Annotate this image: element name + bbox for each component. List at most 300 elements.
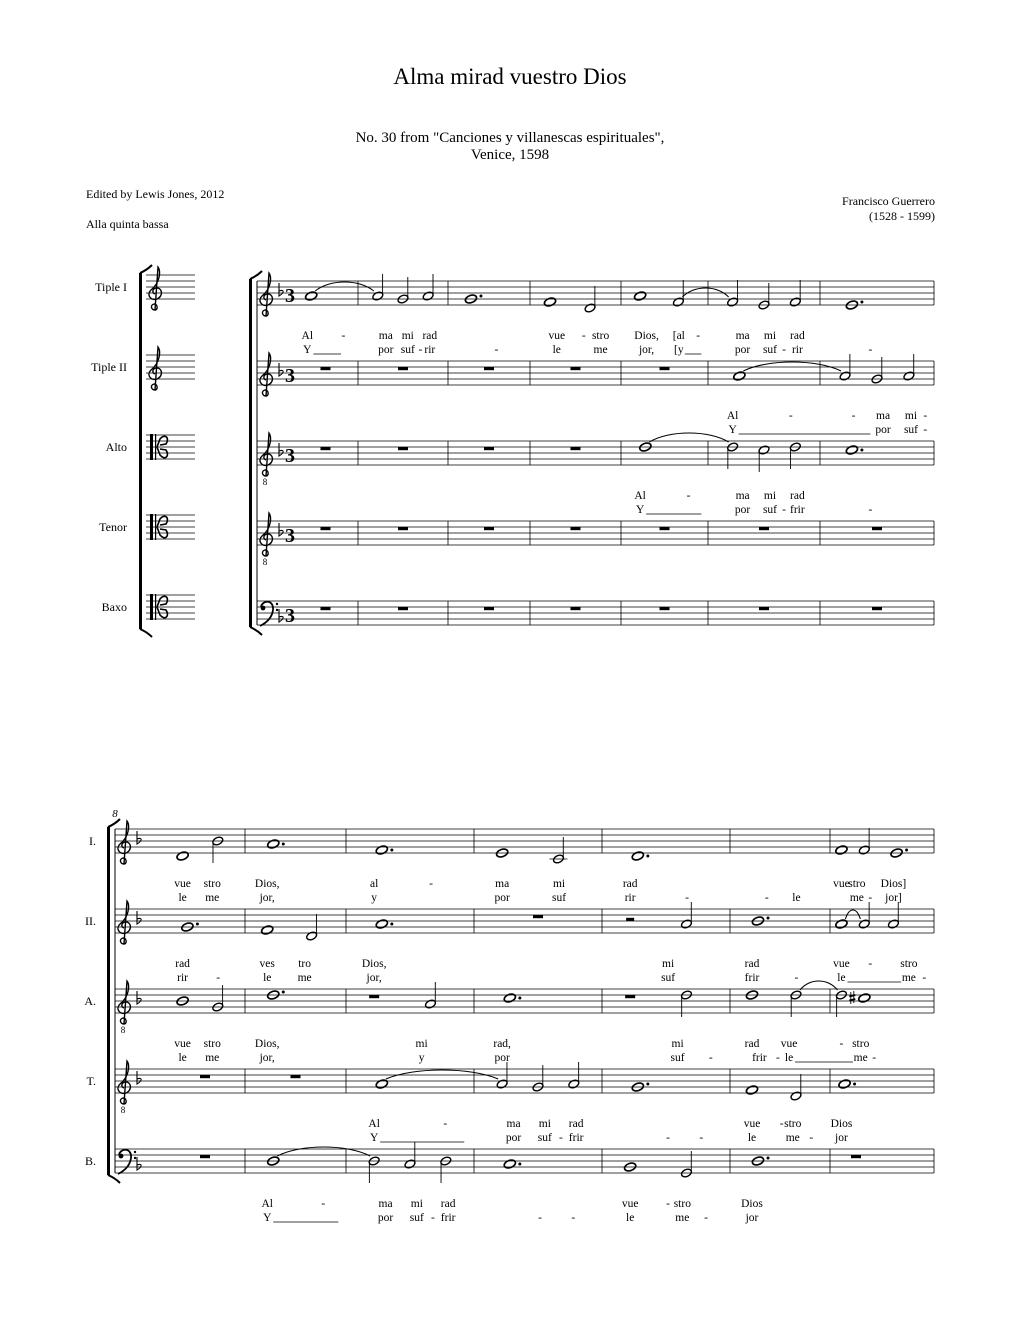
lyric-syllable: jor <box>745 1212 759 1224</box>
note-head-dot <box>905 849 908 852</box>
treble-clef-icon <box>260 353 272 396</box>
lyric-syllable: por <box>377 1212 394 1224</box>
treble-clef-icon <box>118 821 130 864</box>
lyric-syllable: - <box>685 892 689 904</box>
lyric-syllable: ma <box>506 1118 521 1130</box>
note-head <box>726 297 738 308</box>
lyric-syllable: stro <box>852 1038 870 1050</box>
rest-mark <box>571 607 581 610</box>
editor-credit: Edited by Lewis Jones, 2012 <box>86 187 225 201</box>
lyric-syllable: le <box>178 1052 187 1064</box>
time-signature: 3 <box>285 605 295 627</box>
lyric-syllable: vue <box>833 958 850 970</box>
measure-number: 8 <box>112 808 118 820</box>
lyric-syllable: rir <box>177 972 189 984</box>
lyric-syllable: rir <box>424 344 436 356</box>
lyric-syllable: me <box>785 1132 800 1144</box>
lyric-syllable: - <box>429 878 433 890</box>
system-bracket-hook <box>108 819 120 827</box>
lyric-syllable: Dios <box>830 1118 853 1130</box>
lyric-syllable: mi <box>538 1118 551 1130</box>
note-head-dot <box>767 917 770 920</box>
lyric-syllable: - <box>538 1212 543 1224</box>
lyric-syllable: - <box>839 1038 844 1050</box>
lyric-syllable: rad, <box>493 1038 511 1050</box>
bass-clef-shape <box>118 1150 131 1174</box>
lyric-syllable: le <box>747 1132 757 1144</box>
lyric-syllable: por <box>734 504 751 516</box>
octave-eight-mark: 8 <box>120 1025 126 1035</box>
treble-clef-shape <box>260 513 272 556</box>
lyric-syllable: ma <box>378 1198 393 1210</box>
staff-voice-label: T. <box>86 1074 96 1088</box>
lyric-syllable: por <box>378 344 394 356</box>
lyric-syllable: - <box>868 892 873 904</box>
rest-mark <box>851 1155 861 1158</box>
note-head <box>845 445 858 456</box>
bass-clef-dot <box>261 606 266 611</box>
flat-icon <box>279 283 283 296</box>
treble-clef-shape <box>149 347 161 390</box>
note-head <box>404 1159 416 1170</box>
note-head <box>758 445 770 456</box>
flat-icon <box>137 1157 141 1170</box>
lyric-syllable: frir <box>744 972 760 984</box>
note-head-dot <box>390 923 393 926</box>
lyric-syllable: jor] <box>885 892 902 904</box>
lyric-syllable: - <box>321 1198 326 1210</box>
lyric-syllable: - <box>782 504 787 516</box>
bass-clef-icon <box>260 602 278 626</box>
lyric-syllable: y <box>418 1052 425 1064</box>
lyric-syllable: Al <box>634 490 646 502</box>
c-clef-bar <box>155 514 156 540</box>
rest-mark <box>369 995 379 998</box>
note-head <box>858 845 870 856</box>
note-head <box>267 839 280 850</box>
rest-mark <box>625 995 635 998</box>
rest-mark <box>872 607 882 610</box>
incipit-voice-name: Baxo <box>101 600 127 614</box>
note-head <box>375 919 388 930</box>
lyric-syllable: ma <box>735 330 750 342</box>
lyric-syllable: Dios, <box>634 330 659 342</box>
rest-mark <box>321 367 331 370</box>
treble-clef-icon <box>260 273 272 316</box>
lyric-syllable: rad <box>175 958 190 970</box>
rest-mark <box>484 367 494 370</box>
lyric-syllable: le <box>837 972 846 984</box>
lyric-syllable: Y <box>635 504 645 516</box>
note-head-dot <box>282 843 285 846</box>
lyric-syllable: Dios <box>741 1198 763 1210</box>
incipit-bracket-hook <box>140 629 152 637</box>
note-head <box>375 1079 388 1090</box>
system-bracket-hook <box>250 271 262 279</box>
lyric-syllable: por <box>875 424 891 436</box>
treble-clef-shape <box>118 981 130 1024</box>
flat-icon <box>137 911 141 924</box>
octave-eight-mark: 8 <box>262 477 268 487</box>
note-head-dot <box>518 997 521 1000</box>
lyric-syllable: mi <box>763 330 777 342</box>
system-bracket-hook <box>108 1175 120 1183</box>
lyric-syllable: rir <box>624 892 636 904</box>
flat-icon <box>279 523 283 536</box>
lyric-syllable: tro <box>298 958 312 970</box>
note-head <box>422 291 434 302</box>
lyric-syllable: - <box>571 1212 576 1224</box>
treble-clef-shape <box>118 901 130 944</box>
lyric-syllable: - <box>872 1052 877 1064</box>
lyric-syllable: - <box>782 344 787 356</box>
note-head-dot <box>646 855 649 858</box>
system-bracket <box>107 827 110 1175</box>
lyric-syllable: Y <box>370 1132 379 1144</box>
treble-clef-icon <box>149 347 161 390</box>
lyric-syllable: por <box>494 1052 510 1064</box>
rest-mark <box>660 607 670 610</box>
lyric-syllable: - <box>581 330 586 342</box>
lyric-syllable: - <box>788 410 793 422</box>
note-head <box>680 919 692 930</box>
lyric-syllable: le <box>792 892 801 904</box>
bass-clef-shape <box>260 602 273 626</box>
treble-clef-shape <box>260 353 272 396</box>
lyric-syllable: - <box>794 972 799 984</box>
time-signature: 3 <box>285 525 295 547</box>
lyric-syllable: rir <box>791 344 803 356</box>
lyric-syllable: le <box>626 1212 635 1224</box>
tie-arc <box>845 910 860 919</box>
note-head-dot <box>860 449 863 452</box>
rest-mark <box>200 1155 210 1158</box>
tie-arc <box>743 362 841 371</box>
lyric-syllable: me <box>297 972 312 984</box>
lyric-syllable: frir <box>568 1132 584 1144</box>
lyric-syllable: me <box>901 972 916 984</box>
treble-clef-icon <box>118 901 130 944</box>
note-head-dot <box>767 1157 770 1160</box>
note-head <box>424 999 436 1010</box>
lyric-syllable: suf <box>670 1052 685 1064</box>
c-clef-bar <box>155 594 156 620</box>
lyric-syllable: rad <box>440 1198 456 1210</box>
octave-eight-mark: 8 <box>120 1105 126 1115</box>
flat-icon <box>137 831 141 844</box>
staff-voice-label: I. <box>89 834 96 848</box>
lyric-syllable: frir <box>440 1212 456 1224</box>
score-title: Alma mirad vuestro Dios <box>393 64 627 89</box>
treble-clef-shape <box>149 267 161 310</box>
lyric-syllable: me <box>205 1052 220 1064</box>
lyric-syllable: [y <box>674 344 684 356</box>
lyric-syllable: frir <box>790 504 805 516</box>
lyric-syllable: mi <box>401 330 414 342</box>
lyric-syllable: mi <box>671 1038 684 1050</box>
lyric-syllable: Dios] <box>880 878 907 890</box>
lyric-syllable: - <box>923 424 928 436</box>
composer-dates: (1528 - 1599) <box>869 209 935 223</box>
note-head-dot <box>518 1163 521 1166</box>
lyric-syllable: me <box>853 1052 868 1064</box>
lyric-syllable: Dios, <box>254 1038 280 1050</box>
lyric-syllable: vue <box>174 878 191 890</box>
note-head-dot <box>196 923 199 926</box>
flat-icon <box>279 609 283 622</box>
lyric-syllable: me <box>593 344 608 356</box>
lyric-syllable: Y <box>728 424 737 436</box>
note-head <box>858 993 871 1004</box>
lyric-syllable: jor, <box>259 892 275 904</box>
bass-clef-dot <box>134 1157 136 1159</box>
flat-icon <box>137 1071 141 1084</box>
lyric-syllable: vue <box>833 878 850 890</box>
lyric-syllable: Dios, <box>361 958 387 970</box>
note-head <box>903 371 915 382</box>
note-head <box>839 371 851 382</box>
lyric-syllable: suf <box>762 344 778 356</box>
lyric-syllable: vue <box>743 1118 761 1130</box>
lyric-syllable: [al <box>672 330 685 342</box>
note-head <box>372 291 384 302</box>
lyric-syllable: frir <box>752 1052 767 1064</box>
rest-mark <box>398 447 408 450</box>
system-bracket <box>249 279 252 627</box>
note-head <box>305 291 318 302</box>
rest-mark <box>660 527 670 530</box>
note-head <box>835 919 848 930</box>
note-head <box>503 993 516 1004</box>
rest-mark <box>398 527 408 530</box>
note-head-dot <box>853 1083 856 1086</box>
lyric-syllable: suf <box>661 972 676 984</box>
lyric-syllable: stro <box>848 878 866 890</box>
flat-icon <box>137 991 141 1004</box>
note-head <box>835 845 848 856</box>
note-head <box>672 297 684 308</box>
note-head <box>733 371 746 382</box>
bass-clef-dot <box>134 1151 136 1153</box>
rest-mark <box>571 367 581 370</box>
incipit-bracket-hook <box>140 265 152 273</box>
lyric-syllable: rad <box>568 1118 584 1130</box>
lyric-syllable: - <box>216 972 221 984</box>
lyric-syllable: ma <box>495 878 510 890</box>
treble-clef-shape <box>118 1061 130 1104</box>
lyric-syllable: stro <box>673 1198 691 1210</box>
treble-clef-icon <box>149 267 161 310</box>
lyric-syllable: Al <box>301 330 314 342</box>
lyric-syllable: por <box>494 892 510 904</box>
lyric-syllable: - <box>431 1212 435 1224</box>
time-signature: 3 <box>285 365 295 387</box>
lyric-syllable: me <box>675 1212 690 1224</box>
rest-mark <box>200 1075 210 1078</box>
note-head <box>887 919 899 930</box>
lyric-syllable: ma <box>378 330 393 342</box>
staff-voice-label: II. <box>85 914 96 928</box>
lyric-syllable: - <box>779 1118 784 1130</box>
lyric-syllable: - <box>764 892 769 904</box>
note-head-dot <box>390 849 393 852</box>
lyric-syllable: Al <box>261 1198 273 1210</box>
note-head <box>790 1091 802 1102</box>
lyric-syllable: Al <box>726 410 739 422</box>
lyric-syllable: rad <box>744 958 760 970</box>
rest-mark <box>660 367 670 370</box>
lyric-syllable: stro <box>784 1118 802 1130</box>
tie-arc <box>682 288 728 297</box>
lyric-syllable: - <box>341 330 346 342</box>
rest-mark <box>533 915 543 918</box>
note-head <box>375 845 388 856</box>
lyric-syllable: mi <box>552 878 566 890</box>
lyric-syllable: - <box>699 1132 704 1144</box>
lyric-syllable: vue <box>548 330 566 342</box>
lyric-syllable: suf <box>552 892 567 904</box>
score-subtitle-place-date: Venice, 1598 <box>470 147 550 163</box>
lyric-syllable: me <box>849 892 864 904</box>
sharp-stroke <box>849 999 855 1001</box>
transposition-note: Alla quinta bassa <box>86 217 169 231</box>
lyric-syllable: - <box>851 410 856 422</box>
note-head <box>568 1079 580 1090</box>
tie-arc <box>386 1070 498 1079</box>
note-head <box>261 925 274 936</box>
lyric-syllable: - <box>696 330 701 342</box>
lyric-syllable: stro <box>203 878 221 890</box>
lyric-syllable: suf <box>903 424 919 436</box>
octave-eight-mark: 8 <box>262 557 268 567</box>
lyric-syllable: jor, <box>259 1052 275 1064</box>
lyric-syllable: le <box>263 972 272 984</box>
lyric-syllable: al <box>370 878 379 890</box>
rest-mark <box>484 527 494 530</box>
staff-voice-label: A. <box>84 994 96 1008</box>
lyric-syllable: - <box>708 1052 713 1064</box>
note-head <box>838 1079 851 1090</box>
lyric-syllable: - <box>923 410 928 422</box>
rest-mark <box>321 527 331 530</box>
lyric-syllable: jor, <box>366 972 382 984</box>
rest-mark <box>398 367 408 370</box>
note-head <box>496 1079 508 1090</box>
note-head-dot <box>282 991 285 994</box>
rest-mark <box>321 447 331 450</box>
flat-icon <box>279 443 283 456</box>
lyric-syllable: Y <box>303 344 312 356</box>
lyric-syllable: mi <box>662 958 675 970</box>
lyric-syllable: rad <box>744 1038 760 1050</box>
c-clef-bar <box>150 514 153 540</box>
rest-mark <box>759 607 769 610</box>
rest-mark <box>759 527 769 530</box>
bass-clef-dot <box>276 603 278 605</box>
treble-clef-shape <box>118 821 130 864</box>
bass-clef-dot <box>276 609 278 611</box>
time-signature: 3 <box>285 445 295 467</box>
lyric-syllable: ma <box>735 490 750 502</box>
lyric-syllable: rad <box>790 490 805 502</box>
lyric-syllable: ma <box>876 410 891 422</box>
lyric-syllable: le <box>178 892 187 904</box>
lyric-syllable: vue <box>780 1038 798 1050</box>
lyric-syllable: rad <box>622 878 638 890</box>
lyric-syllable: Al <box>368 1118 380 1130</box>
rest-mark <box>571 527 581 530</box>
bass-clef-icon <box>118 1150 136 1174</box>
lyric-syllable: le <box>784 1052 794 1064</box>
lyric-syllable: le <box>552 344 561 356</box>
lyric-syllable: mi <box>415 1038 428 1050</box>
lyric-syllable: - <box>686 490 691 502</box>
lyric-syllable: suf <box>400 344 415 356</box>
lyric-syllable: mi <box>410 1198 423 1210</box>
lyric-syllable: stro <box>900 958 918 970</box>
system-bracket-hook <box>250 627 262 635</box>
bass-clef-dot <box>119 1154 124 1159</box>
note-head <box>633 291 646 302</box>
score-subtitle: No. 30 from "Canciones y villanescas espirituales", <box>355 130 665 146</box>
lyric-syllable: vue <box>174 1038 191 1050</box>
lyric-syllable: - <box>559 1132 563 1144</box>
lyric-syllable: - <box>868 958 873 970</box>
lyric-syllable: me <box>205 892 220 904</box>
lyric-syllable: - <box>868 504 873 516</box>
lyric-syllable: mi <box>904 410 918 422</box>
incipit-voice-name: Tiple I <box>95 280 127 294</box>
staff-voice-label: B. <box>84 1154 96 1168</box>
lyric-syllable: jor <box>835 1132 848 1144</box>
note-head-dot <box>479 295 482 298</box>
note-head <box>543 297 556 308</box>
lyric-syllable: mi <box>763 490 777 502</box>
lyric-syllable: - <box>704 1212 708 1224</box>
incipit-bracket <box>139 273 142 629</box>
rest-mark <box>484 607 494 610</box>
lyric-syllable: - <box>809 1132 814 1144</box>
lyric-syllable: - <box>443 1118 448 1130</box>
lyric-syllable: por <box>734 344 751 356</box>
lyric-syllable: - <box>776 1052 780 1064</box>
tie-arc <box>315 282 374 291</box>
lyric-syllable: rad <box>422 330 438 342</box>
note-head <box>306 931 318 942</box>
note-head <box>631 851 644 862</box>
c-clef-bar <box>155 434 156 460</box>
rest-mark <box>321 607 331 610</box>
lyric-syllable: suf <box>537 1132 552 1144</box>
lyric-syllable: ves <box>259 958 275 970</box>
rest-mark <box>484 447 494 450</box>
note-head <box>858 919 870 930</box>
lyric-syllable: y <box>371 892 378 904</box>
rest-mark <box>291 1075 301 1078</box>
time-signature: 3 <box>285 285 295 307</box>
composer-name: Francisco Guerrero <box>842 194 935 208</box>
rest-mark <box>398 607 408 610</box>
incipit-voice-name: Alto <box>105 440 127 454</box>
lyric-syllable: stro <box>591 330 610 342</box>
treble-clef-shape <box>260 433 272 476</box>
rest-mark <box>571 447 581 450</box>
rest-mark <box>626 918 634 921</box>
note-head <box>584 303 596 314</box>
lyric-syllable: - <box>666 1198 671 1210</box>
lyric-syllable: suf <box>409 1212 424 1224</box>
lyric-syllable: stro <box>203 1038 221 1050</box>
